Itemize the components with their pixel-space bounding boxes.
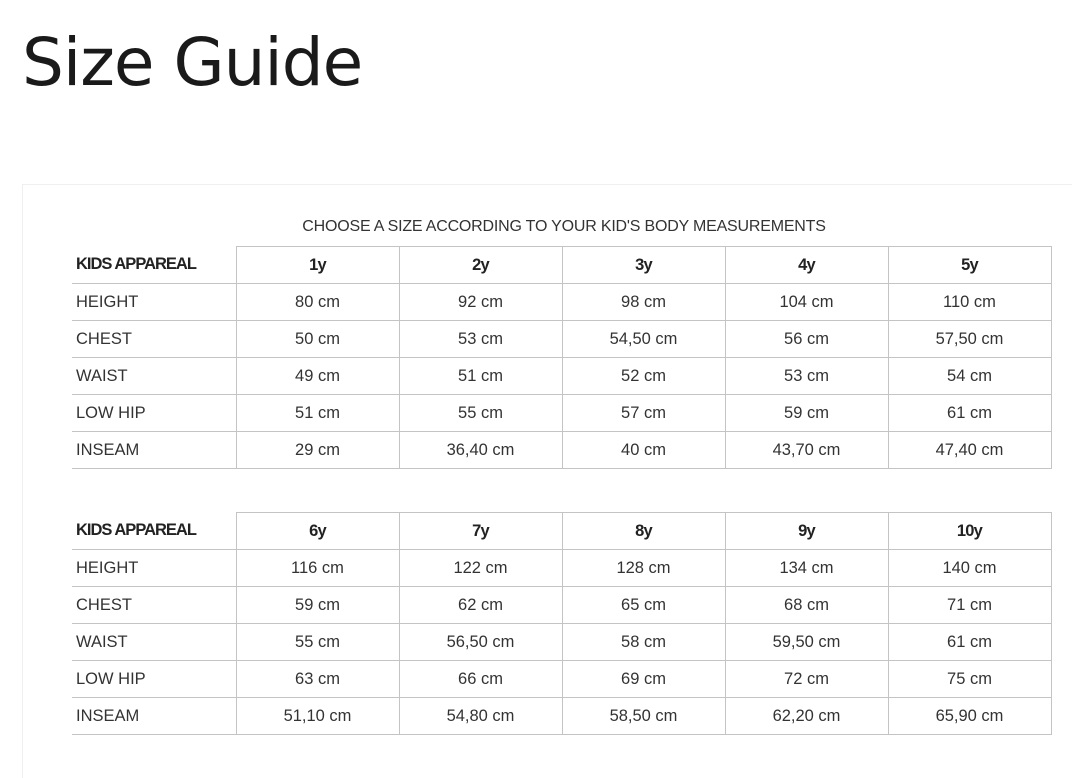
measurement-value: 122 cm [399,550,562,587]
measurement-label: LOW HIP [72,395,236,432]
measurement-value: 128 cm [562,550,725,587]
measurement-value: 104 cm [725,284,888,321]
measurement-value: 71 cm [888,587,1051,624]
size-column-header: 3y [562,247,725,284]
measurement-value: 51 cm [236,395,399,432]
measurement-value: 62 cm [399,587,562,624]
measurement-value: 50 cm [236,321,399,358]
measurement-value: 57 cm [562,395,725,432]
measurement-value: 54,80 cm [399,698,562,735]
table-header-label: KIDS APPAREAL [72,513,236,550]
size-chart-image [22,184,1072,778]
measurement-label: WAIST [72,358,236,395]
size-column-header: 10y [888,513,1051,550]
measurement-label: HEIGHT [72,550,236,587]
table-row [72,321,1051,358]
measurement-value: 110 cm [888,284,1051,321]
measurement-value: 53 cm [399,321,562,358]
measurement-value: 116 cm [236,550,399,587]
measurement-value: 29 cm [236,432,399,469]
measurement-value: 52 cm [562,358,725,395]
measurement-value: 58,50 cm [562,698,725,735]
measurement-value: 56,50 cm [399,624,562,661]
size-table-1 [72,246,1052,469]
page-title: Size Guide [22,24,363,101]
measurement-value: 69 cm [562,661,725,698]
measurement-value: 55 cm [399,395,562,432]
measurement-value: 54,50 cm [562,321,725,358]
measurement-value: 66 cm [399,661,562,698]
measurement-value: 140 cm [888,550,1051,587]
table-row [72,284,1051,321]
measurement-label: INSEAM [72,698,236,735]
size-column-header: 4y [725,247,888,284]
table-row [72,432,1051,469]
measurement-label: LOW HIP [72,661,236,698]
size-column-header: 2y [399,247,562,284]
size-column-header: 5y [888,247,1051,284]
measurement-value: 51,10 cm [236,698,399,735]
measurement-label: WAIST [72,624,236,661]
size-column-header: 1y [236,247,399,284]
measurement-value: 49 cm [236,358,399,395]
table-row [72,698,1051,735]
table-row [72,550,1051,587]
size-header-row [72,247,1051,284]
measurement-value: 54 cm [888,358,1051,395]
measurement-value: 62,20 cm [725,698,888,735]
size-table-2 [72,512,1052,735]
measurement-value: 63 cm [236,661,399,698]
measurement-value: 53 cm [725,358,888,395]
measurement-value: 92 cm [399,284,562,321]
size-column-header: 7y [399,513,562,550]
table-row [72,661,1051,698]
measurement-value: 72 cm [725,661,888,698]
size-column-header: 6y [236,513,399,550]
measurement-value: 47,40 cm [888,432,1051,469]
measurement-value: 134 cm [725,550,888,587]
size-chart-heading: CHOOSE A SIZE ACCORDING TO YOUR KID'S BODY MEASUREMENTS [302,218,826,235]
measurement-value: 80 cm [236,284,399,321]
table-row [72,587,1051,624]
measurement-label: INSEAM [72,432,236,469]
measurement-value: 65,90 cm [888,698,1051,735]
size-header-row [72,513,1051,550]
measurement-value: 55 cm [236,624,399,661]
measurement-value: 59 cm [236,587,399,624]
measurement-value: 57,50 cm [888,321,1051,358]
table-row [72,358,1051,395]
size-column-header: 8y [562,513,725,550]
measurement-value: 51 cm [399,358,562,395]
table-row [72,624,1051,661]
measurement-value: 68 cm [725,587,888,624]
measurement-value: 59,50 cm [725,624,888,661]
measurement-value: 61 cm [888,624,1051,661]
measurement-value: 65 cm [562,587,725,624]
size-column-header: 9y [725,513,888,550]
measurement-value: 61 cm [888,395,1051,432]
measurement-value: 43,70 cm [725,432,888,469]
measurement-value: 56 cm [725,321,888,358]
measurement-label: CHEST [72,587,236,624]
measurement-value: 58 cm [562,624,725,661]
table-header-label: KIDS APPAREAL [72,247,236,284]
measurement-value: 75 cm [888,661,1051,698]
measurement-value: 98 cm [562,284,725,321]
measurement-label: CHEST [72,321,236,358]
measurement-value: 59 cm [725,395,888,432]
measurement-label: HEIGHT [72,284,236,321]
table-row [72,395,1051,432]
measurement-value: 40 cm [562,432,725,469]
measurement-value: 36,40 cm [399,432,562,469]
